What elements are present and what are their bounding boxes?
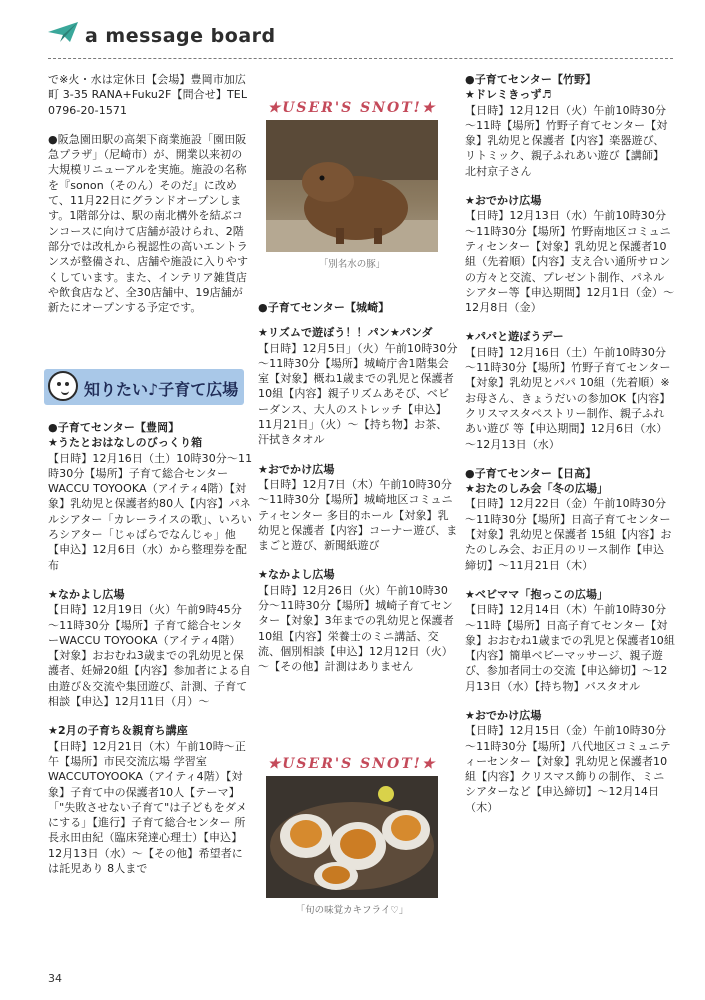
nakayoshi2-title: ★なかよし広場 [258, 568, 335, 582]
toyooka-heading: ●子育てセンター【豊岡】 [48, 421, 180, 434]
twomonth-body: 【日時】12月21日（木）午前10時～正午【場所】市民交流広場 学習室 WACCUTOYOOKA（アイティ4階）【対象】子育て中の保護者10人【テーマ】「"失敗させない子育て"は子どもをダメにする」【進行】子育て総合センター 所長永田由紀（臨床発達心理士）【申込】12月13日（水）～【その他】希望者には託児あり 8人まで [48, 739, 248, 876]
toyooka-event-body: 【日時】12月16日（土）10時30分～11時30分【場所】子育て総合センターWACCU TOYOOKA（アイティ4階）【対象】乳幼児と保護者約80人【内容】パネルシアター「カレーライスの歌」、いろいろシアター「じゃばらでなんじゃ」他【申込】12月6日（水）から整理券を配布 [48, 451, 253, 572]
column-1 [48, 72, 253, 329]
page-number: 34 [48, 972, 62, 985]
hidaka-heading: ●子育てセンター【日高】 [465, 466, 597, 480]
shirosaki-heading: ●子育てセンター【城崎】 [258, 301, 390, 314]
doremi-title: ★ドレミきっず♬ [465, 88, 552, 102]
twomonth-title: ★2月の子育ち＆親育ち講座 [48, 724, 188, 738]
bebimama-body: 【日時】12月14日（木）午前10時30分～11時【場所】日高子育てセンター【対象】おおむね1歳までの乳児と保護者10組【内容】簡単ベビーマッサージ、親子遊び、参加者同士の交流【申込締切】～12月13日（水）【持ち物】バスタオル [465, 603, 675, 693]
kosodate-banner [44, 369, 244, 405]
paper-plane-icon [48, 22, 78, 42]
oyster-caption: 「旬の味覚カキフライ♡」 [295, 905, 409, 916]
odekake4-title: ★おでかけ広場 [465, 708, 542, 722]
snot-title: ★USER'S SNOT!★ [267, 100, 437, 116]
smiley-face-icon [48, 371, 78, 401]
odekake3-title: ★おでかけ広場 [465, 194, 542, 208]
papa-body: 【日時】12月16日（土）午前10時30分～11時30分【場所】竹野子育てセンター【対象】乳幼児とパパ 10組（先着順）※お母さん、きょうだいの参加OK【内容】クリスマスタペストリー制作、親子ふれあい遊び 等【申込期間】12月6日（水）～12月13日（水） [465, 345, 671, 451]
capybara-caption: 「別名水の豚」 [318, 259, 386, 270]
capybara-photo [266, 120, 438, 252]
odekake3-body: 【日時】12月13日（水）午前10時30分～11時30分【場所】竹野南地区コミュニティセンター【対象】乳幼児と保護者10組（先着順）【内容】支え合い通所サロンの方々と交流、プレゼント制作、パネルシアター等【申込期間】12月1日（金）～12月8日（金） [465, 209, 675, 315]
odekake4-body: 【日時】12月15日（金）午前10時30分～11時30分【場所】八代地区コミュニティーセンター【対象】乳幼児と保護者10組【内容】クリスマス飾りの制作、ミニシアターなど【申込締切】～12月14日（木） [465, 724, 671, 814]
user-snot-1 [262, 100, 442, 270]
takeno-heading: ●子育てセンター【竹野】 [465, 73, 597, 86]
otanoshimi-title: ★おたのしみ会「冬の広場」 [465, 482, 609, 496]
hankyu-article: ●阪急園田駅の高架下商業施設「園田阪急プラザ」（尼崎市）が、開業以来初の大規模リニューアルを実施。施設の名称を『sonon（そのん）そのだ』に改めて、11月22日にグランドオープンします。1階部分は、駅の南北構外を結ぶコンコースに向けて店舗が設けられ、2階部分では改札から視認性の高いエントランスが整備され、店舗や施設に入りやすくしています。また、インテリア雑貨店や飲食店など、全30店舗中、19店舗が新たにオープンする予定です。 [48, 132, 249, 315]
otanoshimi-body: 【日時】12月22日（金）午前10時30分～11時30分【場所】日高子育てセンター【対象】乳幼児と保護者 15組【内容】おたのしみ会、お正月のリース制作【申込締切】～11月21日（木） [465, 497, 672, 572]
nakayoshi2-body: 【日時】12月26日（火）午前10時30分～11時30分【場所】城崎子育てセンター【対象】3年までの乳幼児と保護者10組【内容】栄養士のミニ講話、交流、個別相談【申込】12月12日（火）～【その他】計測はありません [258, 583, 454, 674]
toyooka-event-title: ★うたとおはなしのびっくり箱 [48, 436, 203, 450]
odekake-body: 【日時】12月7日（木）午前10時30分～11時30分【場所】城崎地区コミュニティセンター 多目的ホール【対象】乳幼児と保護者【内容】コーナー遊び、ままごと遊び、新聞紙遊び [258, 477, 458, 553]
papa-title: ★パパと遊ぼうデー [465, 330, 564, 344]
nakayoshi-body: 【日時】12月19日（火）午前9時45分～11時30分【場所】子育て総合センターWACCU TOYOOKA（アイティ4階）【対象】おおむね3歳までの乳幼児と保護者、妊婦20組【内容】参加者による自由遊び＆交流や集団遊び、計測、子育て相談【申込】12月11日（月）～ [48, 603, 251, 709]
page-header [0, 0, 705, 60]
odekake-title: ★おでかけ広場 [258, 462, 335, 476]
doremi-body: 【日時】12月12日（火）午前10時30分～11時【場所】竹野子育てセンター【対象】乳幼児と保護者【内容】楽器遊び、リトミック、親子ふれあい遊び【講師】北村京子さん [465, 103, 668, 178]
header-divider [48, 58, 673, 59]
bebimama-title: ★ベビママ「抱っこの広場」 [465, 587, 609, 601]
intro-text: で※火・水は定休日【会場】豊岡市加広町 3-35 RANA+Fuku2F【問合せ】TEL 0796-20-1571 [48, 73, 248, 117]
nakayoshi-title: ★なかよし広場 [48, 587, 125, 601]
spacer [258, 315, 458, 325]
section-title: a message board [85, 25, 276, 47]
user-snot-2 [262, 756, 442, 916]
column-2 [258, 300, 458, 689]
snot-title-2: ★USER'S SNOT!★ [267, 756, 437, 772]
rhythm-title: ★リズムで遊ぼう！！パン★パンダ [258, 326, 433, 340]
rhythm-body: 【日時】12月5日」（火）午前10時30分～11時30分【場所】城崎庁舎1階集会室【対象】概ね1歳までの乳児と保護者10組【内容】親子リズムあそび、ベビーダンス、大人のストレッチ【申込】11月21日」（火）～【持ち物】お茶、汗拭きタオル [258, 341, 458, 447]
banner-label: 知りたい♪子育て広場 [84, 380, 239, 399]
oyster-photo [266, 776, 438, 898]
column-3 [465, 72, 675, 829]
column-1-lower [48, 420, 253, 890]
